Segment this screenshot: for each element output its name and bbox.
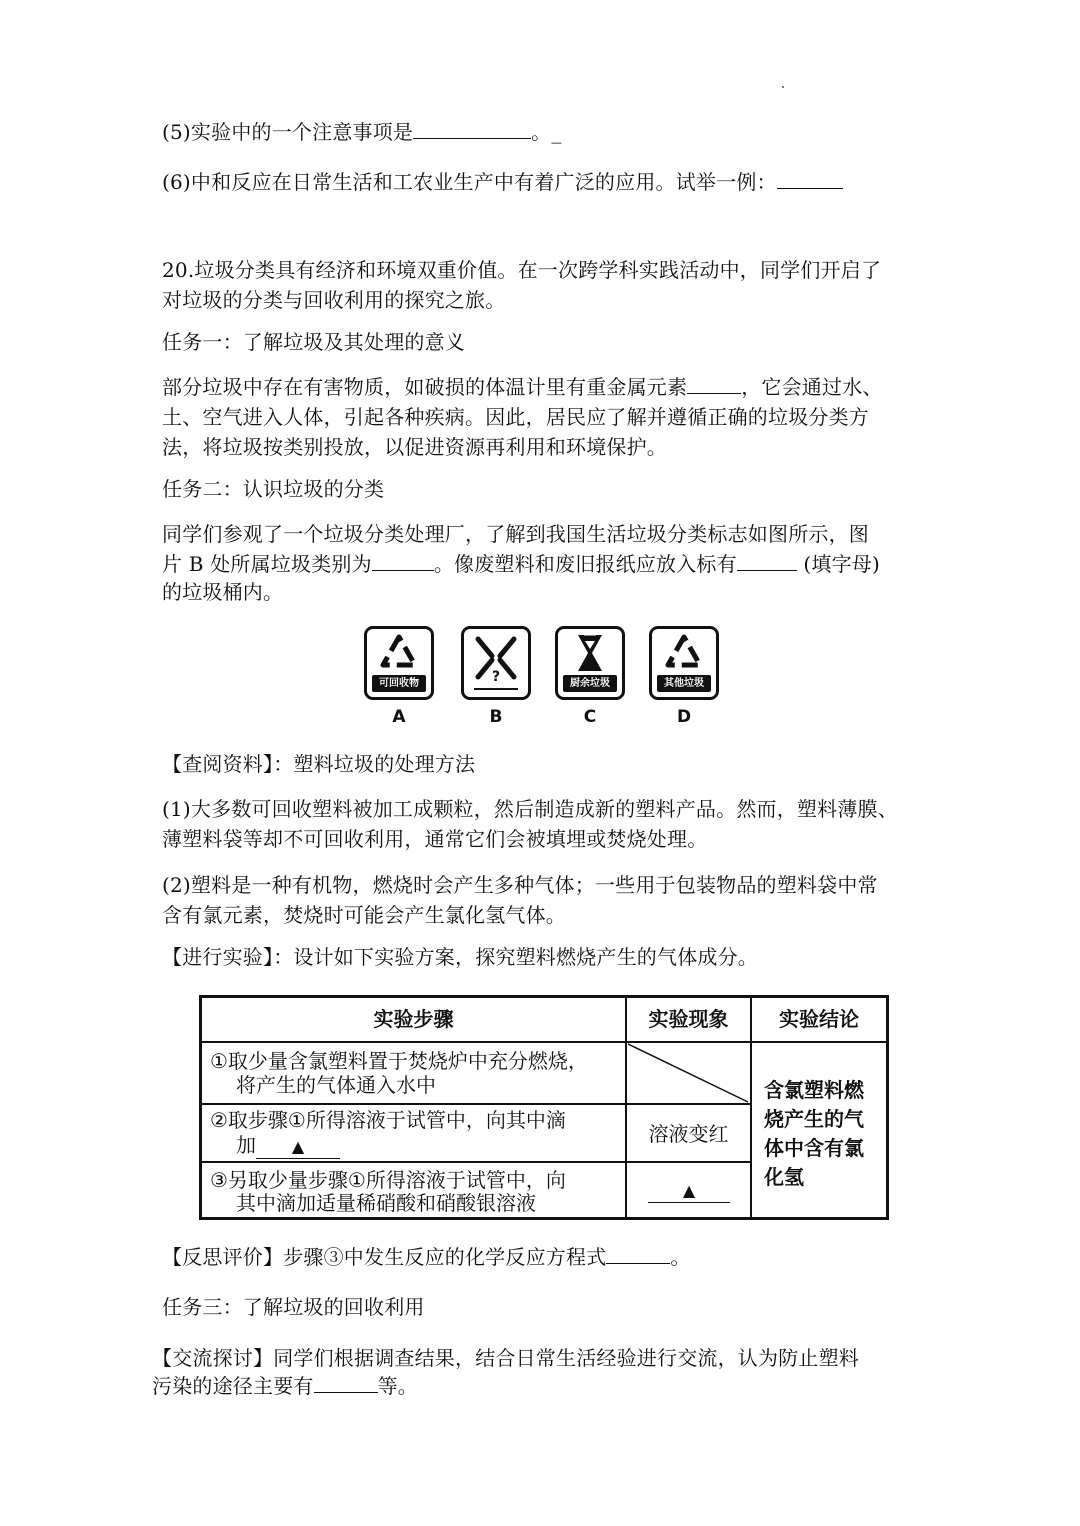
task1-text: 部分垃圾中存在有害物质，如破损的体温计里有重金属元素 [162, 375, 688, 399]
cross-icon [464, 629, 528, 697]
task2-paragraph-line3: 的垃圾桶内。 [162, 580, 284, 604]
task2-text-b: 。像废塑料和废旧报纸应放入标有 [433, 552, 737, 576]
header-phenomenon: 实验现象 [648, 1007, 729, 1031]
experiment-table [199, 995, 889, 1220]
task2-title: 任务二：认识垃圾的分类 [162, 477, 385, 501]
task2-paragraph-line1: 同学们参观了一个垃圾分类处理厂，了解到我国生活垃圾分类标志如图所示，图 [162, 522, 869, 546]
question-5-suffix: 。_ [531, 120, 562, 144]
symbol-caption: ? [491, 669, 501, 685]
table-divider [202, 1041, 886, 1043]
answer-blank[interactable] [687, 375, 741, 394]
recycle-icon [367, 629, 431, 679]
task2-text-a: 片 B 处所属垃圾类别为 [162, 552, 372, 576]
task2-paragraph-line2 [162, 552, 880, 576]
q20-intro-line2: 对垃圾的分类与回收利用的探究之旅。 [162, 288, 506, 312]
research-item2-line2: 含有氯元素，焚烧时可能会产生氯化氢气体。 [162, 903, 566, 927]
symbol-other [649, 626, 719, 700]
symbol-letter: D [676, 707, 692, 727]
symbol-letter: A [392, 707, 406, 727]
answer-blank[interactable] [413, 120, 531, 139]
conclusion-line: 含氯塑料燃 [764, 1078, 864, 1102]
answer-blank[interactable] [314, 1374, 378, 1393]
reflection-suffix: 。 [670, 1245, 691, 1269]
step2-text: 加 [236, 1133, 256, 1157]
task1-paragraph-line3: 法，将垃圾按类别投放，以促进资源再利用和环境保护。 [162, 435, 667, 459]
symbol-letter: B [489, 707, 503, 727]
research-item2-line1: (2)塑料是一种有机物，燃烧时会产生多种气体；一些用于包装物品的塑料袋中常 [162, 873, 878, 897]
task3-title: 任务三：了解垃圾的回收利用 [162, 1295, 425, 1319]
step2-phenomenon: 溶液变红 [648, 1122, 729, 1146]
table-divider [202, 1161, 751, 1163]
header-steps: 实验步骤 [373, 1007, 454, 1031]
reflection [162, 1245, 691, 1269]
answer-blank[interactable]: ▲ [256, 1136, 340, 1159]
answer-blank[interactable] [372, 552, 434, 571]
symbol-caption: 其他垃圾 [657, 675, 711, 692]
research-item1-line2: 薄塑料袋等却不可回收利用，通常它们会被填埋或焚烧处理。 [162, 827, 708, 851]
q20-intro-line1: 20.垃圾分类具有经济和环境双重价值。在一次跨学科实践活动中，同学们开启了 [162, 258, 882, 282]
question-6 [162, 170, 843, 194]
header-conclusion: 实验结论 [779, 1007, 859, 1031]
answer-blank[interactable] [777, 170, 843, 189]
task1-text-suffix: ，它会通过水、 [741, 375, 883, 399]
conclusion-line: 体中含有氯 [764, 1136, 864, 1160]
step2-line2 [236, 1133, 340, 1159]
task1-title: 任务一：了解垃圾及其处理的意义 [162, 330, 465, 354]
symbol-caption: 厨余垃圾 [563, 675, 617, 692]
conclusion-line: 化氢 [764, 1165, 804, 1189]
diagonal-slash [626, 1042, 750, 1104]
discussion-text: 污染的途径主要有 [152, 1374, 314, 1398]
step1-line1: ①取少量含氯塑料置于焚烧炉中充分燃烧， [210, 1049, 588, 1073]
scan-speck [782, 86, 784, 88]
step3-line1: ③另取少量步骤①所得溶液于试管中，向 [210, 1168, 566, 1192]
question-5-text: (5)实验中的一个注意事项是 [162, 120, 414, 144]
step3-phenomenon-blank[interactable]: ▲ [648, 1180, 730, 1203]
step1-line2: 将产生的气体通入水中 [236, 1073, 436, 1097]
research-title: 【查阅资料】：塑料垃圾的处理方法 [162, 752, 476, 776]
symbol-caption: 可回收物 [372, 675, 426, 692]
conclusion-line: 烧产生的气 [764, 1107, 864, 1131]
discussion-suffix: 等。 [377, 1374, 419, 1398]
hourglass-icon [558, 629, 622, 679]
experiment-title: 【进行实验】：设计如下实验方案，探究塑料燃烧产生的气体成分。 [162, 945, 758, 969]
discussion-line2 [152, 1374, 418, 1398]
answer-blank[interactable] [606, 1245, 670, 1264]
symbol-recyclable [364, 626, 434, 700]
symbol-kitchen [555, 626, 625, 700]
step2-line1: ②取步骤①所得溶液于试管中，向其中滴 [210, 1108, 566, 1132]
question-6-text: (6)中和反应在日常生活和工农业生产中有着广泛的应用。试举一例： [162, 170, 777, 194]
symbol-hazardous [461, 626, 531, 700]
reflection-text: 【反思评价】步骤③中发生反应的化学反应方程式 [162, 1245, 607, 1269]
recycle-icon [652, 629, 716, 679]
task1-paragraph-line1 [162, 375, 883, 399]
step3-line2: 其中滴加适量稀硝酸和硝酸银溶液 [236, 1191, 536, 1215]
task2-text-c: (填字母) [796, 552, 880, 576]
symbol-letter: C [583, 707, 597, 727]
research-item1-line1: (1)大多数可回收塑料被加工成颗粒，然后制造成新的塑料产品。然而，塑料薄膜、 [162, 797, 898, 821]
question-5 [162, 120, 562, 144]
discussion-line1: 【交流探讨】同学们根据调查结果，结合日常生活经验进行交流，认为防止塑料 [152, 1346, 859, 1370]
answer-blank[interactable] [737, 552, 797, 571]
conclusion-cell [764, 1076, 864, 1192]
task1-paragraph-line2: 土、空气进入人体，引起各种疾病。因此，居民应了解并遵循正确的垃圾分类方 [162, 405, 869, 429]
